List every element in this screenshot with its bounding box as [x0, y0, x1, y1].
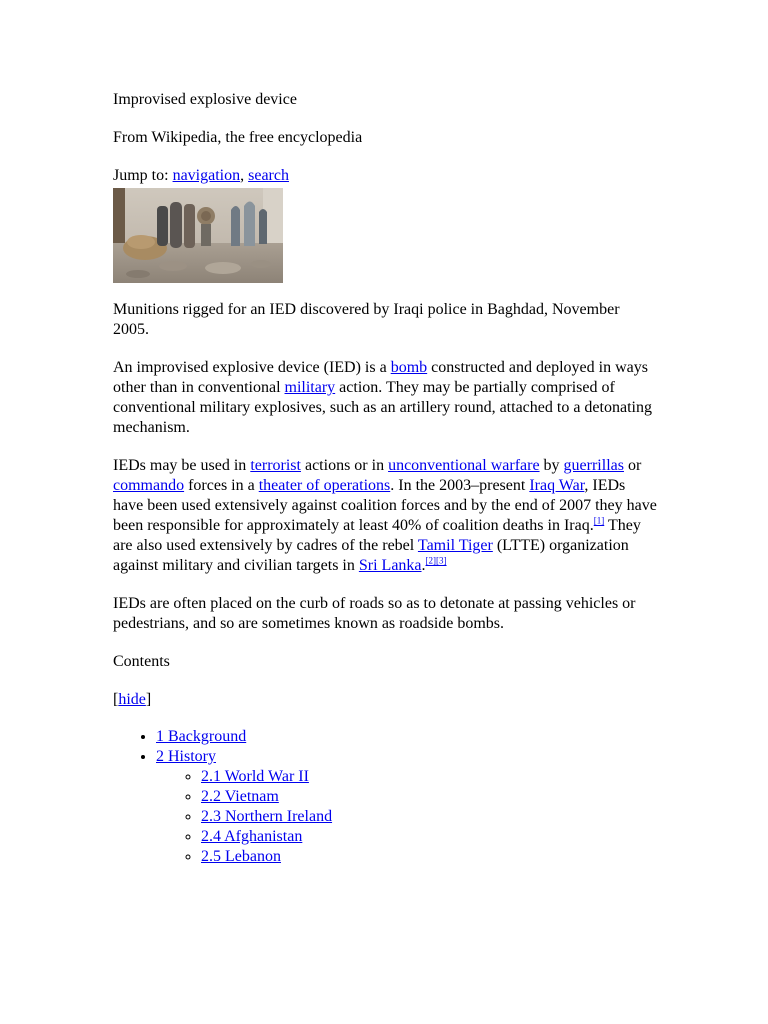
terrorist-link[interactable]: terrorist: [250, 457, 301, 474]
toc-link-afghanistan[interactable]: 2.4 Afghanistan: [201, 828, 303, 845]
toc-link-vietnam[interactable]: 2.2 Vietnam: [201, 788, 279, 805]
p2-text-2: actions or in: [300, 457, 389, 474]
toc-link-history[interactable]: 2 History: [156, 748, 216, 765]
iraq-war-link[interactable]: Iraq War: [529, 477, 585, 494]
p2-text-5: forces in a: [184, 477, 259, 494]
page-title: Improvised explosive device: [113, 91, 297, 108]
p1-text-3: action. They may be partially comprised of conventional military explosives, such as an artillery round, attached to a detonating mechanism.: [113, 379, 652, 436]
unconventional-warfare-link[interactable]: unconventional warfare: [388, 457, 540, 474]
toc-link-background[interactable]: 1 Background: [156, 728, 247, 745]
toc-item-world-war-ii: [201, 767, 658, 787]
usage-paragraph: [113, 456, 658, 576]
table-of-contents: [113, 727, 658, 867]
munitions-photo[interactable]: [113, 188, 283, 283]
toc-link-world-war-ii[interactable]: 2.1 World War II: [201, 768, 309, 785]
hide-bracket-open: [: [113, 691, 119, 708]
search-link[interactable]: search: [248, 167, 289, 184]
toc-item-history: [156, 747, 658, 867]
hide-toggle: [113, 690, 658, 710]
sri-lanka-link[interactable]: Sri Lanka: [358, 557, 422, 574]
toc-item-background: [156, 727, 658, 747]
jump-separator: ,: [240, 167, 249, 184]
p2-text-10: .: [421, 557, 426, 574]
hide-link[interactable]: hide: [118, 691, 146, 708]
contents-heading: Contents: [113, 653, 170, 670]
hide-bracket-close: ]: [145, 691, 152, 708]
p2-text-9: (LTTE) organization against military and civilian targets in: [113, 537, 629, 574]
p1-text-1: An improvised explosive device (IED) is a: [113, 359, 391, 376]
toc-item-vietnam: [201, 787, 658, 807]
roadside-paragraph: IEDs are often placed on the curb of roads so as to detonate at passing vehicles or pedestrians, and so are sometimes known as roadside bombs.: [113, 595, 636, 632]
navigation-link[interactable]: navigation: [172, 167, 241, 184]
jump-to-line: [113, 166, 658, 186]
theater-of-operations-link[interactable]: theater of operations: [258, 477, 391, 494]
reference-2-3-link[interactable]: [2][3]: [425, 555, 447, 566]
toc-item-northern-ireland: [201, 807, 658, 827]
toc-item-afghanistan: [201, 827, 658, 847]
site-subtitle: From Wikipedia, the free encyclopedia: [113, 129, 363, 146]
toc-link-northern-ireland[interactable]: 2.3 Northern Ireland: [201, 808, 333, 825]
bomb-link[interactable]: bomb: [390, 359, 428, 376]
article-body: [113, 90, 658, 867]
reference-1-link[interactable]: [1]: [593, 515, 605, 526]
p1-text-2: constructed and deployed in ways other than in conventional: [113, 359, 648, 396]
toc-link-lebanon[interactable]: 2.5 Lebanon: [201, 848, 281, 865]
intro-paragraph: [113, 358, 658, 438]
toc-history-subsections: [156, 767, 658, 867]
p2-text-8: They are also used extensively by cadres of the rebel: [113, 517, 641, 554]
toc-item-lebanon: [201, 847, 658, 867]
p2-text-4: or: [623, 457, 642, 474]
commando-link[interactable]: commando: [113, 477, 185, 494]
military-link[interactable]: military: [284, 379, 336, 396]
p2-text-6: . In the 2003–present: [390, 477, 530, 494]
p2-text-1: IEDs may be used in: [113, 457, 251, 474]
jump-prefix: Jump to:: [113, 167, 173, 184]
p2-text-7: , IEDs have been used extensively against coalition forces and by the end of 2007 they have been responsible for approximately at least 40% of coalition deaths in Iraq.: [113, 477, 657, 534]
guerrillas-link[interactable]: guerrillas: [563, 457, 624, 474]
image-caption: Munitions rigged for an IED discovered by Iraqi police in Baghdad, November 2005.: [113, 301, 620, 338]
tamil-tiger-link[interactable]: Tamil Tiger: [417, 537, 493, 554]
p2-text-3: by: [539, 457, 564, 474]
